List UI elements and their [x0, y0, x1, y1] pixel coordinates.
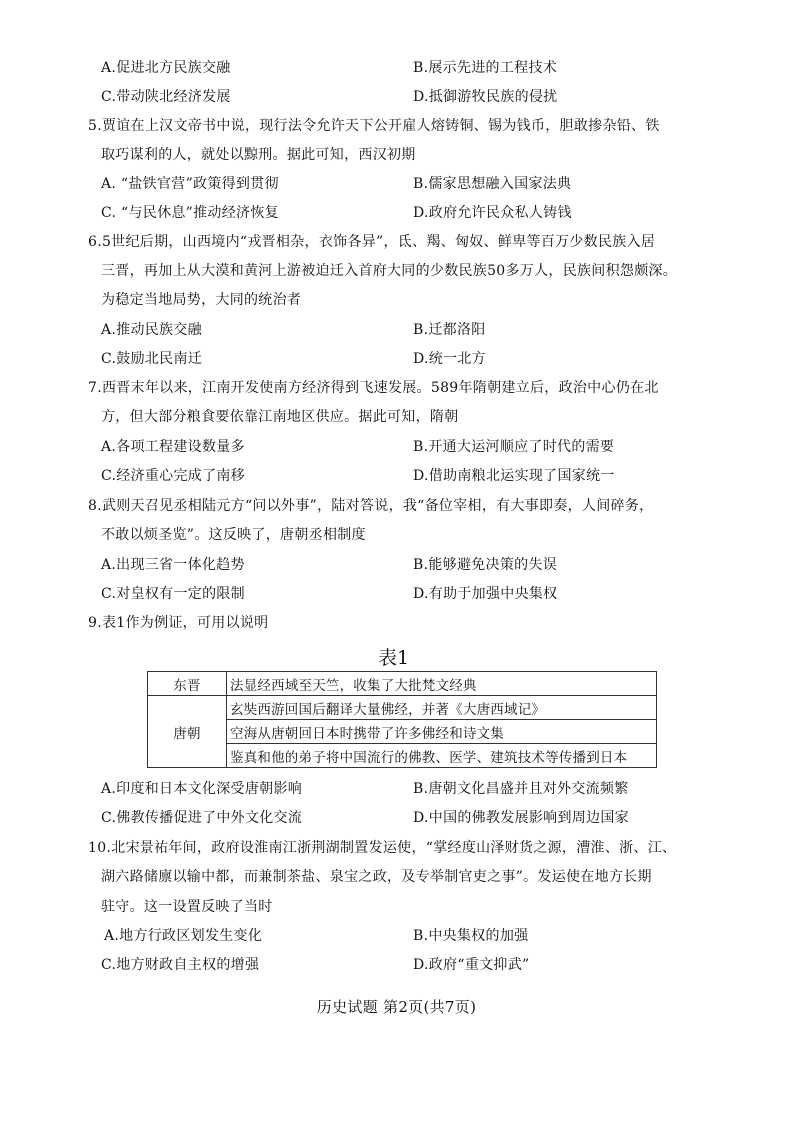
- table-row: [148, 696, 657, 720]
- table-row: [148, 672, 657, 696]
- q4-option-b: B.展示先进的工程技术: [413, 60, 558, 76]
- table-title: 表1: [378, 647, 410, 669]
- q8-stem-line-1: 8.武则天召见丞相陆元方“问以外事”，陆对答说，我“备位宰相，有大事即奏，人间碎务，: [88, 498, 654, 514]
- q7-stem-line-2: 方，但大部分粮食要依靠江南地区供应。据此可知，隋朝: [101, 409, 459, 425]
- q5-option-b: B.儒家思想融入国家法典: [413, 176, 572, 192]
- table-content-cell: 鉴真和他的弟子将中国流行的佛教、医学、建筑技术等传播到日本: [227, 744, 657, 768]
- table-era-cell: 东晋: [148, 672, 227, 696]
- q5-stem-line-1: 5.贾谊在上汉文帝书中说，现行法令允许天下公开雇人熔铸铜、锡为钱币，胆敢掺杂铅、铁: [88, 118, 660, 134]
- table-content-cell: 玄奘西游回国后翻译大量佛经，并著《大唐西域记》: [227, 696, 657, 720]
- q6-stem-line-1: 6.5世纪后期，山西境内“戎晋相杂，衣饰各异”，氐、羯、匈奴、鲜卑等百万少数民族入居: [88, 234, 656, 250]
- q8-stem-line-2: 不敢以烦圣览”。这反映了，唐朝丞相制度: [101, 527, 366, 543]
- q9-stem: 9.表1作为例证，可用以说明: [88, 615, 269, 631]
- q9-option-d: D.中国的佛教发展影响到周边国家: [413, 810, 629, 826]
- q7-option-b: B.开通大运河顺应了时代的需要: [413, 439, 615, 455]
- page-footer: 历史试题 第2页(共7页): [316, 998, 477, 1016]
- q10-option-c: C.地方财政自主权的增强: [101, 957, 260, 973]
- table-era-cell: 唐朝: [148, 696, 227, 768]
- q9-option-a: A.印度和日本文化深受唐朝影响: [101, 781, 303, 797]
- q8-option-b: B.能够避免决策的失误: [413, 557, 558, 573]
- table-1: [147, 671, 657, 768]
- table-content-cell: 法显经西域至天竺，收集了大批梵文经典: [227, 672, 657, 696]
- q10-option-b: B.中央集权的加强: [413, 928, 529, 944]
- q7-option-a: A.各项工程建设数量多: [101, 439, 245, 455]
- q8-option-d: D.有助于加强中央集权: [413, 586, 558, 602]
- q7-stem-line-1: 7.西晋末年以来，江南开发使南方经济得到飞速发展。589年隋朝建立后，政治中心仍在北: [88, 380, 659, 396]
- q5-option-d: D.政府允许民众私人铸钱: [413, 205, 572, 221]
- q6-option-c: C.鼓励北民南迁: [101, 351, 203, 367]
- q9-option-b: B.唐朝文化昌盛并且对外交流频繁: [413, 781, 629, 797]
- q9-option-c: C.佛教传播促进了中外文化交流: [101, 810, 303, 826]
- q5-option-c: C. “与民休息”推动经济恢复: [101, 205, 279, 221]
- q5-option-a: A. “盐铁官营”政策得到贯彻: [101, 176, 279, 192]
- q8-option-a: A.出现三省一体化趋势: [101, 557, 245, 573]
- q6-option-a: A.推动民族交融: [101, 322, 202, 338]
- q6-stem-line-3: 为稳定当地局势，大同的统治者: [101, 292, 302, 308]
- q6-option-b: B.迁都洛阳: [413, 322, 486, 338]
- q7-option-c: C.经济重心完成了南移: [101, 468, 245, 484]
- q4-option-d: D.抵御游牧民族的侵扰: [413, 89, 558, 105]
- q5-stem-line-2: 取巧谋利的人，就处以黥刑。据此可知，西汉初期: [101, 147, 416, 163]
- q10-stem-line-2: 湖六路储廪以输中都，而兼制茶盐、泉宝之政，及专举制官吏之事”。发运使在地方长期: [101, 869, 652, 885]
- q4-option-a: A.促进北方民族交融: [101, 60, 231, 76]
- q10-option-d: D.政府“重文抑武”: [413, 957, 530, 973]
- q10-option-a: A.地方行政区划发生变化: [104, 928, 263, 944]
- q6-option-d: D.统一北方: [413, 351, 486, 367]
- q10-stem-line-1: 10.北宋景祐年间，政府设淮南江浙荆湖制置发运使，“掌经度山泽财货之源，漕淮、浙、江、: [88, 840, 677, 856]
- q4-option-c: C.带动陕北经济发展: [101, 89, 231, 105]
- q10-stem-line-3: 驻守。这一设置反映了当时: [101, 899, 273, 915]
- q7-option-d: D.借助南粮北运实现了国家统一: [413, 468, 615, 484]
- table-content-cell: 空海从唐朝回日本时携带了许多佛经和诗文集: [227, 720, 657, 744]
- q8-option-c: C.对皇权有一定的限制: [101, 586, 245, 602]
- q6-stem-line-2: 三晋，再加上从大漠和黄河上游被迫迁入首府大同的少数民族50多万人，民族间积怨颇深。: [101, 263, 678, 279]
